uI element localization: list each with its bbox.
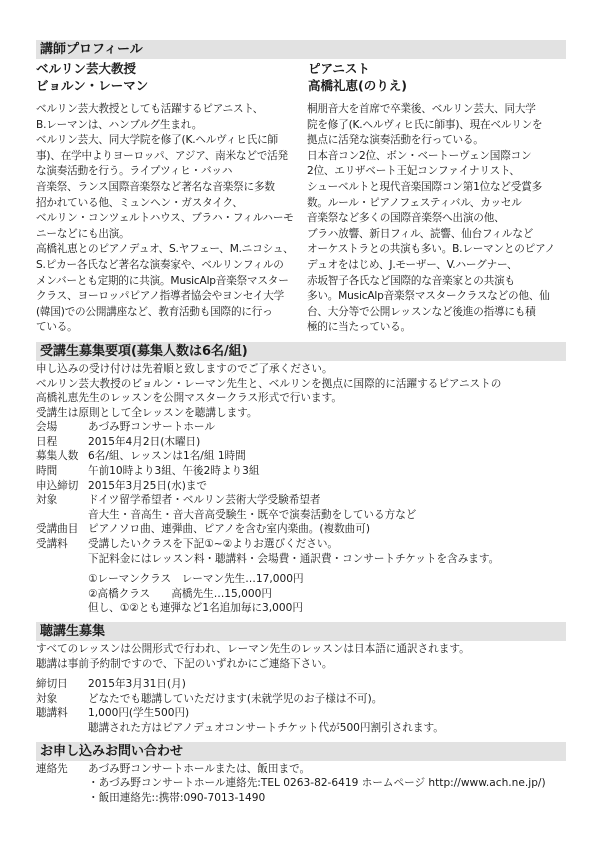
recruit-body	[36, 362, 566, 616]
recruit-intro-line: 高橋礼恵先生のレッスンを公開マスタークラス形式で行います。	[36, 392, 342, 405]
bio-line: ベルリン芸大教授としても活躍するピアニスト、	[36, 103, 264, 115]
bio-line: 音楽祭、ランス国際音楽祭など著名な音楽祭に多数	[36, 180, 275, 193]
audit-intro-line: すべてのレッスンは公開形式で行われ、レーマン先生のレッスンは日本語に通訳されます。	[36, 643, 470, 655]
class-lehmann: ①レーマンクラス レーマン先生…17,000円	[88, 573, 304, 586]
recruit-row-time	[36, 464, 566, 479]
audit-body	[36, 642, 566, 736]
profile-heading: 講師プロフィール	[36, 40, 566, 59]
audit-row-deadline	[36, 677, 566, 692]
audit-fee-value: 1,000円(学生500円)	[88, 707, 190, 720]
target-value: ドイツ留学希望者・ベルリン芸術大学受験希望者	[88, 494, 321, 507]
audit-row-fee	[36, 706, 566, 721]
bio-line: S.ピカー各氏など著名な演奏家や、ベルリンフィルの	[36, 258, 284, 271]
class-takahashi: ②高橋クラス 高橋先生…15,000円	[88, 587, 272, 600]
bio-line: クラス、ヨーロッパピアノ指導者協会やヨンセイ大学	[36, 290, 285, 303]
deadline-label: 申込締切	[36, 479, 79, 492]
bio-line: 日本音コン2位、ボン・ベートーヴェン国際コン	[307, 149, 532, 162]
contact-body	[36, 762, 566, 806]
venue-label: 会場	[36, 421, 58, 434]
bio-line: ベルリン・コンツェルトハウス、ブラハ・フィルハーモ	[36, 212, 294, 225]
bio-line: 2位、エリザベート王妃コンファイナリスト、	[307, 165, 520, 178]
bio-line: ている。	[36, 321, 78, 334]
audit-heading: 聴講生募集	[36, 622, 566, 641]
recruit-row-capacity	[36, 449, 566, 464]
recruit-row-venue	[36, 420, 566, 435]
audit-row-target	[36, 692, 566, 707]
recruit-intro-line: 受講生は原則として全レッスンを聴講します。	[36, 406, 258, 419]
time-label: 時間	[36, 465, 58, 478]
audit-target-value: どなたでも聴講していただけます(未就学児のお子様は不可)。	[88, 692, 383, 705]
bio-line: 多い。MusicAlp音楽祭マスタークラスなどの他、仙	[307, 290, 550, 303]
lehmann-name: ビョルン・レーマン	[36, 78, 149, 93]
bio-line: 極的に当たっている。	[307, 321, 411, 334]
audit-intro-line: 聴講は事前予約制ですので、下記のいずれかにご連絡下さい。	[36, 657, 333, 670]
class-duet-surcharge: 但し、①②とも連弾など1名追加毎に3,000円	[88, 602, 303, 615]
bio-line: 数。ルール・ピアノフェスティバル、カッセル	[307, 196, 522, 209]
contact-label: 連絡先	[36, 762, 68, 775]
lehmann-title: ベルリン芸大教授	[36, 61, 137, 76]
pieces-value: ピアノソロ曲、連弾曲、ピアノを含む室内楽曲。(複数曲可)	[88, 523, 371, 536]
bio-line: ブラハ放響、新日フィル、読響、仙台フィルなど	[307, 227, 534, 240]
bio-line: デュオをはじめ、J.モーザー、V.ハーグナー、	[307, 258, 518, 271]
date-label: 日程	[36, 435, 58, 448]
bio-line: 台、大分等で公開レッスンなど後進の指導にも積	[307, 305, 536, 318]
recruit-row-pieces	[36, 522, 566, 537]
fee-label: 受講料	[36, 538, 68, 551]
profile-bios	[36, 102, 566, 336]
bio-line: オーケストラとの共演も多い。B.レーマンとのピアノ	[307, 243, 556, 256]
takahashi-bio	[295, 102, 566, 336]
contact-heading: お申し込みお問い合わせ	[36, 742, 566, 761]
recruit-heading: 受講生募集要項(募集人数は6名/組)	[36, 342, 566, 361]
capacity-label: 募集人数	[36, 450, 79, 463]
recruit-intro-line: 申し込みの受け付けは先着順と致しますのでご了承ください。	[36, 362, 333, 375]
contact-value: あづみ野コンサートホールまたは、飯田まで。	[88, 762, 311, 775]
bio-line: (韓国)での公開講座など、教育活動も国際的に行っ	[36, 305, 273, 318]
bio-line: 招かれている他、ミュンヘン・ガスタイク、	[36, 196, 243, 209]
recruit-row-deadline	[36, 479, 566, 494]
recruit-row-date	[36, 435, 566, 450]
fee-note: 下記料金にはレッスン料・聴講料・会場費・通訳費・コンサートチケットを含みます。	[88, 552, 500, 565]
takahashi-title: ピアニスト	[308, 61, 370, 76]
audit-deadline-label: 締切日	[36, 678, 68, 691]
pieces-label: 受講曲目	[36, 523, 79, 536]
date-value: 2015年4月2日(木曜日)	[88, 435, 201, 448]
bio-line: 院を修了(K.ヘルヴィヒ氏に師事)、現在ベルリンを	[307, 118, 543, 131]
recruit-row-fee	[36, 537, 566, 552]
venue-value: あづみ野コンサートホール	[88, 421, 215, 434]
capacity-value: 6名/組、レッスンは1名/組 1時間	[88, 450, 246, 463]
bio-line: シューベルトと現代音楽国際コン第1位など受賞多	[307, 180, 542, 193]
contact-row	[36, 762, 566, 777]
contact-iida-line: ・飯田連絡先::携帯:090-7013-1490	[88, 791, 266, 804]
flyer-page	[36, 40, 566, 805]
bio-line: B.レーマンは、ハンブルグ生まれ。	[36, 118, 203, 131]
audit-deadline-value: 2015年3月31日(月)	[88, 678, 186, 691]
bio-line: 赤坂智子各氏など国際的な音楽家との共演も	[307, 274, 515, 287]
bio-line: ニーなどにも出演。	[36, 227, 130, 240]
bio-line: 桐朋音大を首席で卒業後、ベルリン芸大、同大学	[307, 103, 536, 115]
contact-hall-line: ・あづみ野コンサートホール連絡先:TEL 0263-82-6419 ホームページ http://www.ach.ne.jp/)	[88, 777, 546, 790]
bio-line: 拠点に活発な演奏活動を行っている。	[307, 134, 484, 147]
audit-target-label: 対象	[36, 692, 58, 705]
target-label: 対象	[36, 494, 58, 507]
audit-fee-label: 聴講料	[36, 707, 68, 720]
recruit-row-target	[36, 493, 566, 508]
bio-line: な演奏活動を行う。ライプツィヒ・バッハ	[36, 165, 233, 178]
bio-line: 高橋礼恵とのピアノデュオ、S.ヤフェー、M.ニコシュ、	[36, 243, 294, 256]
audit-fee-note: 聴講された方はピアノデュオコンサートチケット代が500円割引されます。	[88, 721, 444, 734]
fee-value: 受講したいクラスを下記①~②よりお選びください。	[88, 538, 339, 551]
bio-line: メンバーとも定期的に共演。MusicAlp音楽祭マスター	[36, 274, 289, 287]
bio-line: ベルリン芸大、同大学院を修了(K.ヘルヴィヒ氏に師	[36, 134, 278, 147]
bio-line: 事)、在学中よりヨーロッパ、アジア、南米などで活発	[36, 149, 288, 162]
time-value: 午前10時より3組、午後2時より3組	[88, 465, 260, 478]
takahashi-name: 高橋礼恵(のりえ)	[308, 78, 407, 93]
deadline-value: 2015年3月25日(水)まで	[88, 479, 208, 492]
target-extra: 音大生・音高生・音大音高受験生・既卒で演奏活動をしている方など	[88, 508, 417, 521]
recruit-intro-line: ベルリン芸大教授のビョルン・レーマン先生と、ベルリンを拠点に国際的に活躍するピアニストの	[36, 377, 502, 390]
bio-line: 音楽祭など多くの国際音楽祭へ出演の他、	[307, 212, 505, 225]
profile-names	[36, 60, 566, 94]
lehmann-bio	[36, 102, 295, 336]
